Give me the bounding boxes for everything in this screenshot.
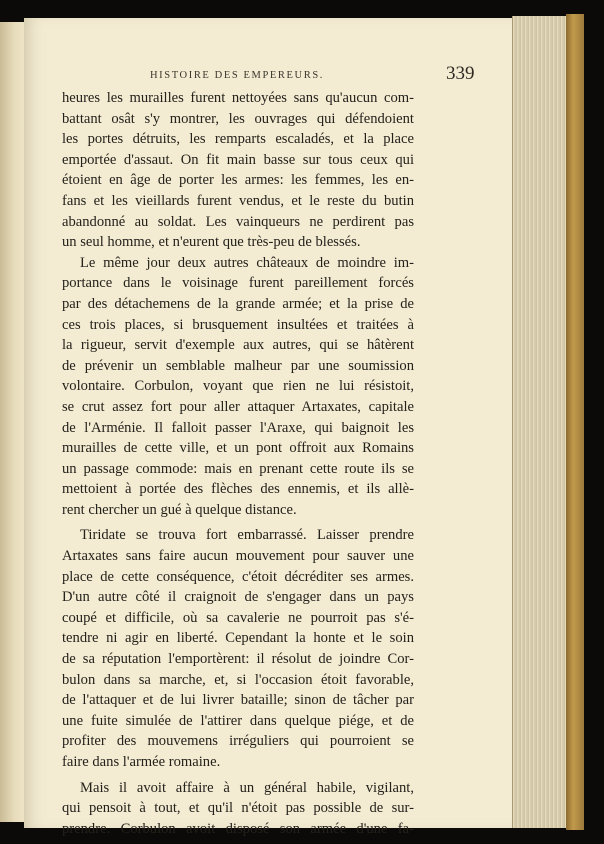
cover-edge xyxy=(566,14,584,830)
text-line: de prévenir un semblable malheur par une soumission xyxy=(62,357,414,374)
text-line: emportée d'assaut. On fit main basse sur tous ceux qui xyxy=(62,151,414,168)
text-line: faire dans l'armée romaine. xyxy=(62,754,221,770)
text-line: Le même jour deux autres châteaux de moindre im- xyxy=(80,254,414,271)
previous-page-edge xyxy=(0,22,27,822)
text-line: coupé et difficile, où sa cavalerie ne pourroit pas s'é- xyxy=(62,609,414,626)
text-line: portance dans le voisinage furent pareillement forcés xyxy=(62,275,414,292)
text-line: les portes détruits, les remparts escaladés, et la place xyxy=(62,131,414,148)
text-line: Tiridate se trouva fort embarrassé. Laisser prendre xyxy=(80,527,414,544)
text-line: abandonné au soldat. Les vainqueurs ne perdirent pas xyxy=(62,213,414,230)
text-line: place de cette conséquence, c'étoit décréditer ses armes. xyxy=(62,568,414,585)
text-line: la rigueur, servit d'exemple aux autres, qui se hâtèrent xyxy=(62,337,414,354)
text-line: ces trois places, si brusquement insultées et traitées à xyxy=(62,316,414,333)
page-number: 339 xyxy=(446,63,475,84)
text-line: de l'Arménie. Il falloit passer l'Araxe, qui baignoit les xyxy=(62,419,414,436)
text-line: heures les murailles furent nettoyées sans qu'aucun com- xyxy=(62,90,414,106)
text-line: de l'attaquer et de lui livrer bataille; sinon de tâcher par xyxy=(62,692,414,709)
text-line: tendre ni agir en liberté. Cependant la honte et le soin xyxy=(62,630,414,647)
text-line: mettoient à portée des flèches des ennemis, et ils allè- xyxy=(62,481,414,498)
text-line: rent chercher un gué à quelque distance. xyxy=(62,501,297,518)
text-line: battant osât s'y montrer, les ouvrages qui défendoient xyxy=(62,110,414,127)
text-line: murailles de cette ville, et un pont offroit aux Romains xyxy=(62,440,414,457)
text-line: fans et les vieillards furent vendus, et le reste du butin xyxy=(62,192,414,209)
text-line: par des détachemens de la grande armée; et la prise de xyxy=(62,295,414,312)
text-line: Artaxates sans faire aucun mouvement pour sauver une xyxy=(62,548,414,565)
text-line: bulon dans sa marche, et, si l'occasion étoit favorable, xyxy=(62,671,414,688)
text-line: profiter des mouvemens irréguliers qui pourroient se xyxy=(62,733,414,750)
running-head: HISTOIRE DES EMPEREURS. xyxy=(150,70,324,81)
text-line: de sa réputation l'emportèrent: il résolut de joindre Cor- xyxy=(62,651,414,668)
text-line: étoient en âge de porter les armes: les femmes, les en- xyxy=(62,172,414,189)
text-line: Mais il avoit affaire à un général habile, vigilant, xyxy=(80,779,414,796)
text-line: se crut assez fort pour aller attaquer Artaxates, capitale xyxy=(62,398,414,415)
text-line: une fuite simulée de l'attirer dans quelque piége, et de xyxy=(62,712,414,729)
text-line: un seul homme, et n'eurent que très-peu de blessés. xyxy=(62,234,361,251)
text-line: un passage commode: mais en prenant cette route ils se xyxy=(62,460,414,477)
text-line: D'un autre côté il craignoit de s'engager dans un pays xyxy=(62,589,414,606)
text-line: qui pensoit à tout, et qu'il n'étoit pas possible de sur- xyxy=(62,800,414,817)
text-line: prendre. Corbulon avoit disposé son armée d'une fa- xyxy=(62,820,414,837)
body-text xyxy=(62,88,414,839)
text-line: volontaire. Corbulon, voyant que rien ne lui résistoit, xyxy=(62,378,414,395)
